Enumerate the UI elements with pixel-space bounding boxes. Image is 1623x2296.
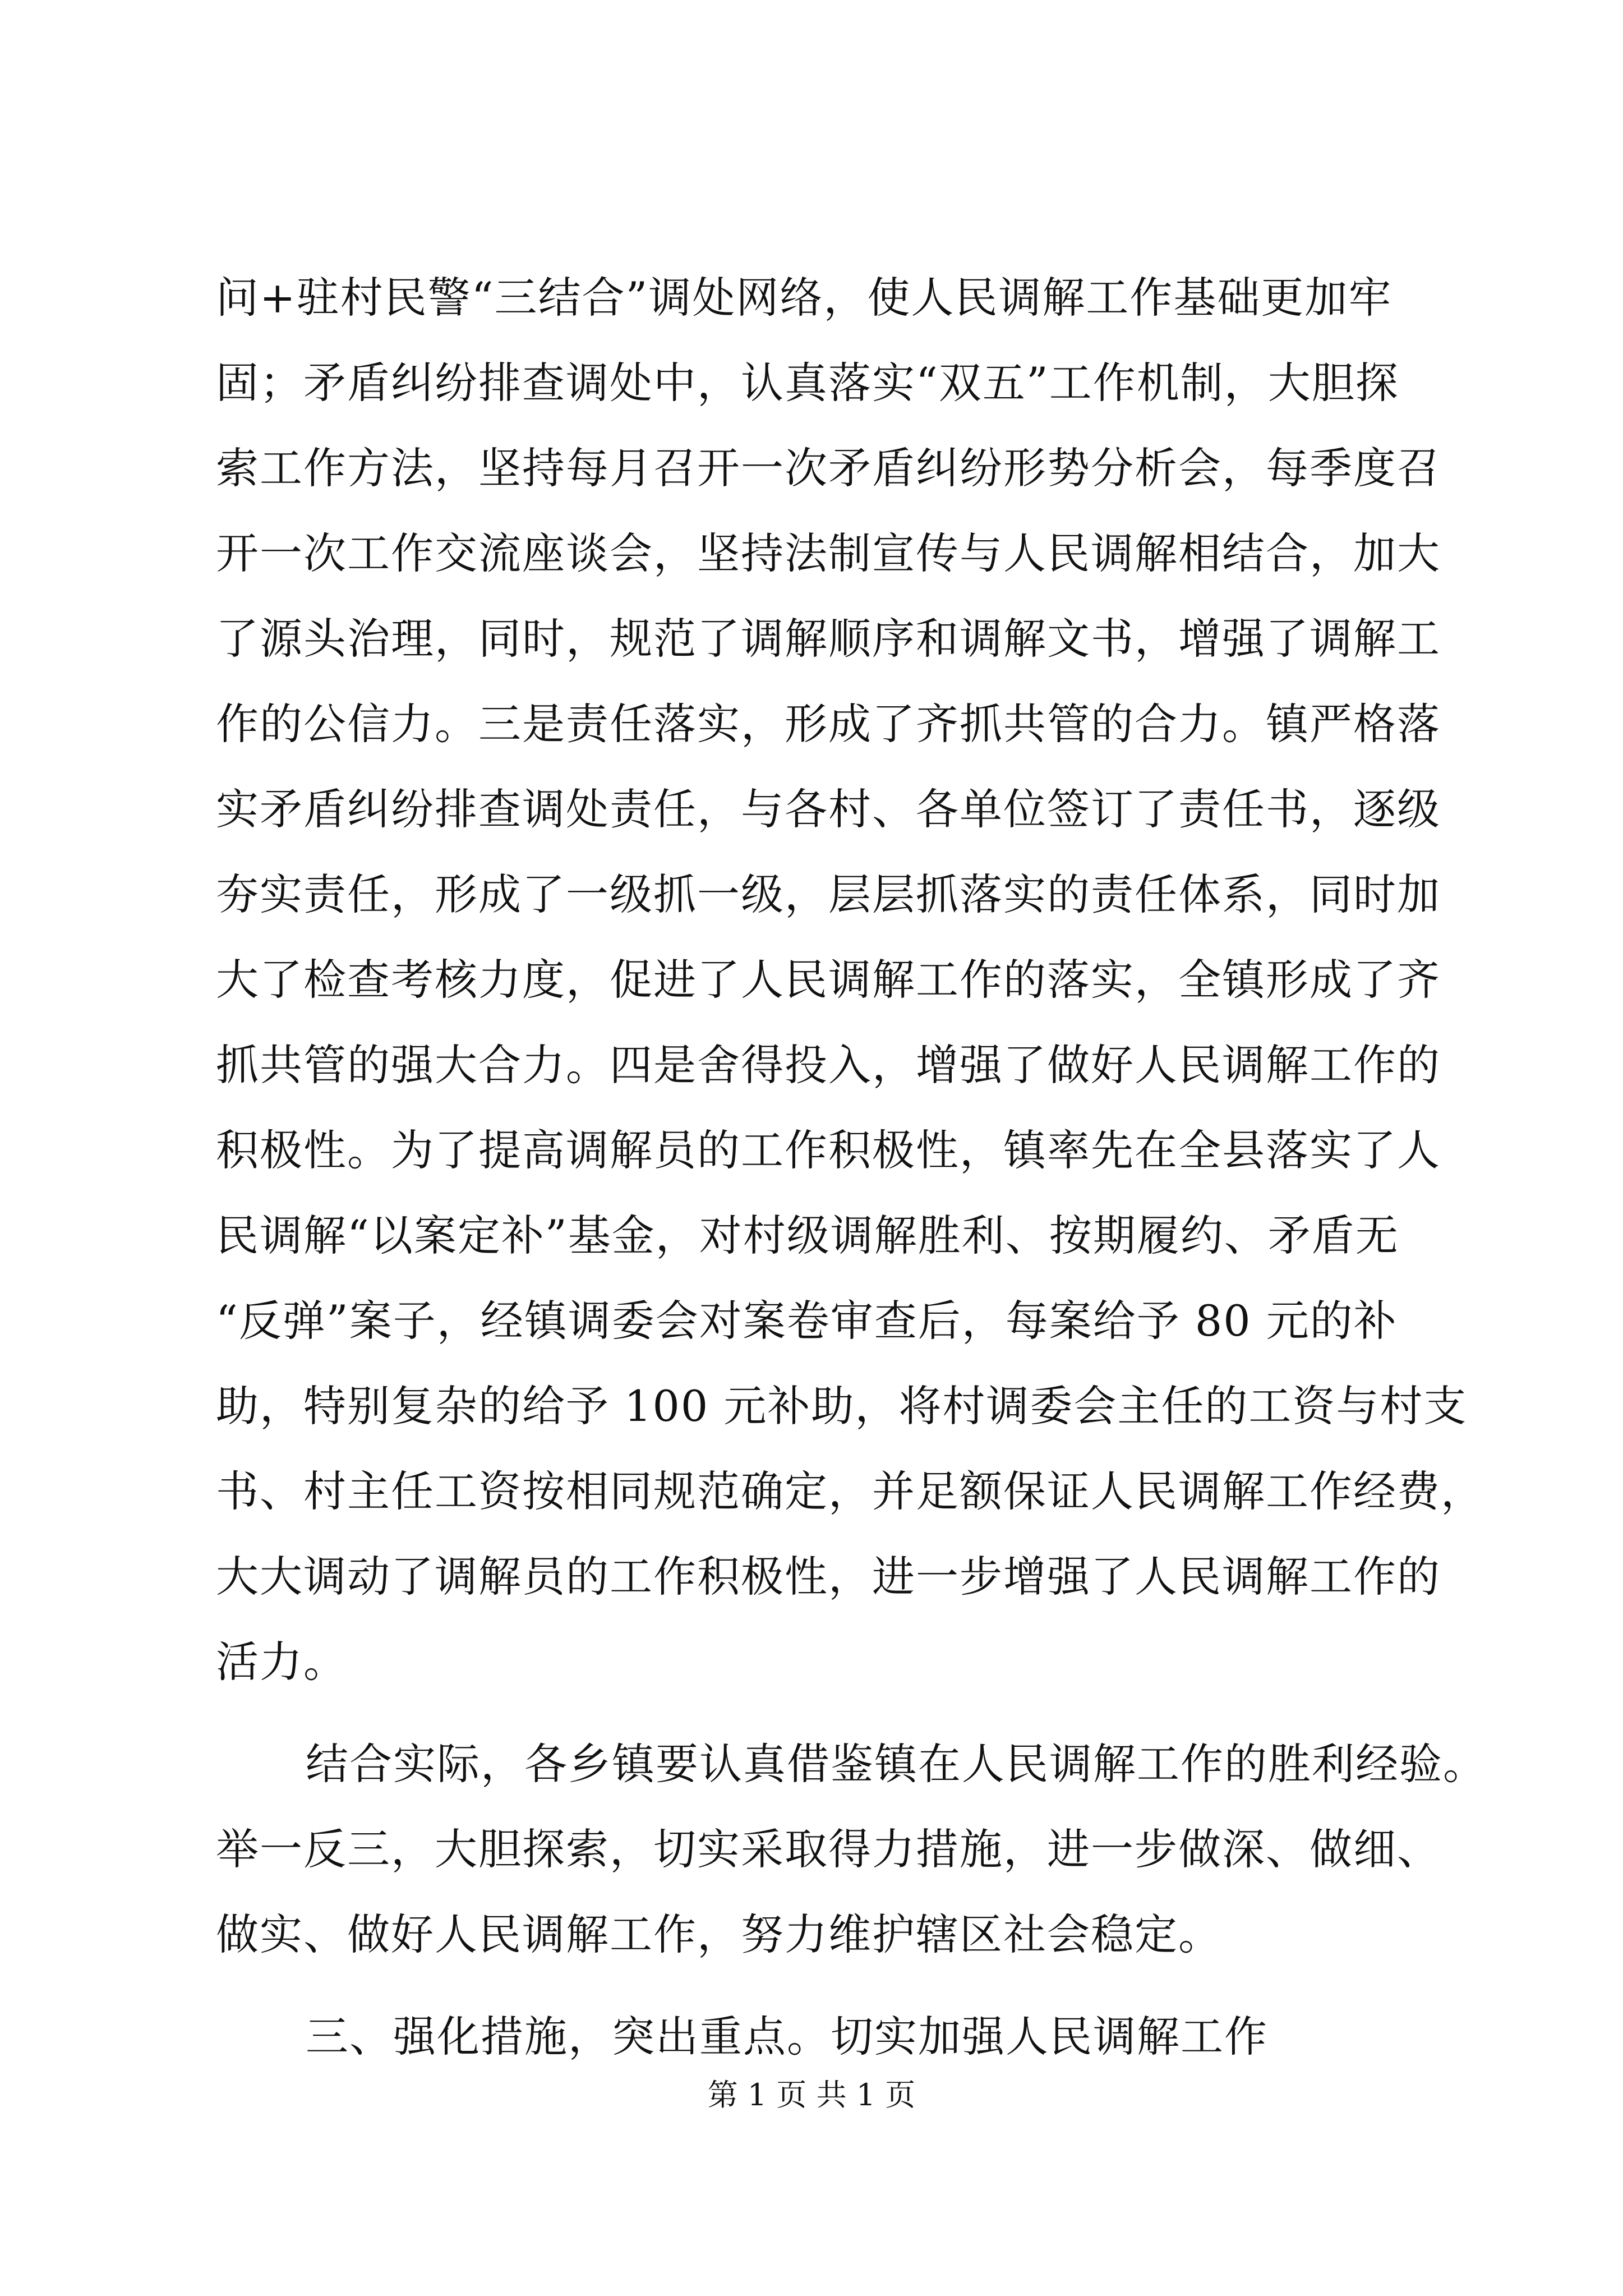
text-line: 助，特别复杂的给予 100 元补助，将村调委会主任的工资与村支 (216, 1381, 1468, 1431)
text-line: 活力。 (216, 1637, 347, 1687)
paragraph-2 (216, 1722, 1487, 1977)
page-footer (0, 2076, 1623, 2115)
text-line: 结合实际，各乡镇要认真借鉴镇在人民调解工作的胜利经验。 (306, 1739, 1487, 1789)
paragraph-1 (216, 255, 1484, 1705)
text-line: 民调解“以案定补”基金，对村级调解胜利、按期履约、矛盾无 (216, 1211, 1399, 1260)
text-line: 抓共管的强大合力。四是舍得投入，增强了做好人民调解工作的 (216, 1040, 1441, 1090)
text-line: 书、村主任工资按相同规范确定，并足额保证人民调解工作经费， (216, 1466, 1484, 1516)
text-line: 大大调动了调解员的工作积极性，进一步增强了人民调解工作的 (216, 1552, 1441, 1602)
section-heading: 三、强化措施，突出重点。切实加强人民调解工作 (306, 2012, 1268, 2062)
document-body (216, 255, 1487, 2079)
text-line: 问+驻村民警“三结合”调处网络，使人民调解工作基础更加牢 (216, 273, 1393, 323)
text-line: 了源头治理，同时，规范了调解顺序和调解文书，增强了调解工 (216, 614, 1441, 664)
text-line: 作的公信力。三是责任落实，形成了齐抓共管的合力。镇严格落 (216, 699, 1441, 749)
text-line: 固；矛盾纠纷排查调处中，认真落实“双五”工作机制，大胆探 (216, 358, 1399, 408)
text-line: 夯实责任，形成了一级抓一级，层层抓落实的责任体系，同时加 (216, 869, 1441, 919)
text-line: 举一反三，大胆探索，切实采取得力措施，进一步做深、做细、 (216, 1824, 1441, 1874)
text-line: 实矛盾纠纷排查调处责任，与各村、各单位签订了责任书，逐级 (216, 784, 1441, 834)
text-line: “反弹”案子，经镇调委会对案卷审查后，每案给予 80 元的补 (216, 1296, 1398, 1346)
text-line: 索工作方法，坚持每月召开一次矛盾纠纷形势分析会，每季度召 (216, 443, 1441, 493)
paragraph-3-heading (216, 1994, 1433, 2079)
text-line: 大了检查考核力度，促进了人民调解工作的落实，全镇形成了齐 (216, 955, 1441, 1005)
page-number-label: 第 1 页 共 1 页 (707, 2077, 916, 2113)
text-line: 积极性。为了提高调解员的工作积极性，镇率先在全县落实了人 (216, 1125, 1441, 1175)
text-line: 做实、做好人民调解工作，努力维护辖区社会稳定。 (216, 1910, 1222, 1959)
text-line: 开一次工作交流座谈会，坚持法制宣传与人民调解相结合，加大 (216, 528, 1441, 578)
